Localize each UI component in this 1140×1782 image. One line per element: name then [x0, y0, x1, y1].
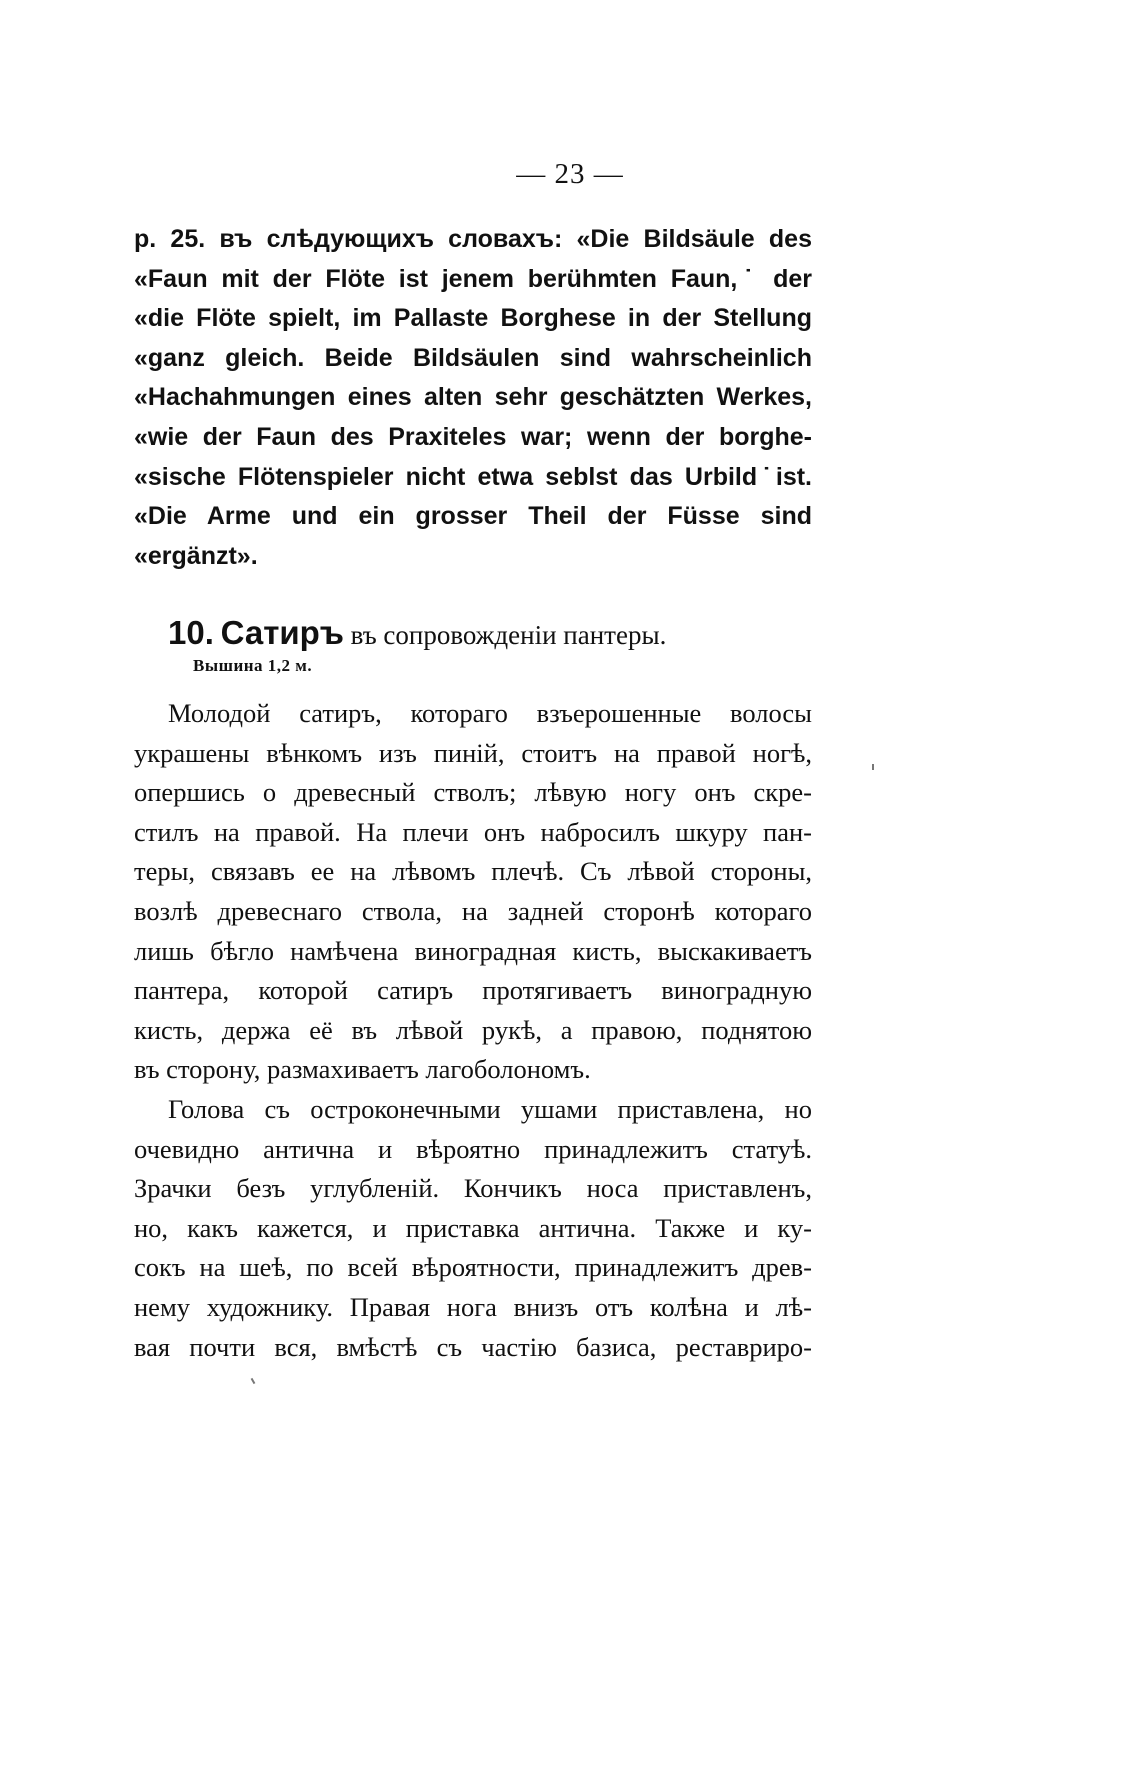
paragraph-2 — [134, 1090, 812, 1367]
page-number: — 23 — — [516, 158, 624, 190]
text-line: въ сторону, размахиваетъ лагоболономъ. — [134, 1054, 591, 1085]
text-line: «sische Flötenspieler nicht etwa seblst das Urbild˙ist. — [134, 462, 812, 491]
text-line: «die Flöte spielt, im Pallaste Borghese in der Stellung — [134, 304, 812, 333]
text-line: «Die Arme und ein grosser Theil der Füsse sind — [134, 502, 812, 531]
paper-speck — [251, 1378, 256, 1384]
text-line: p. 25. въ слѣдующихъ словахъ: «Die Bildsäule des — [134, 225, 812, 253]
text-line: возлѣ древеснаго ствола, на задней сторонѣ котораго — [134, 895, 812, 926]
text-line: «ganz gleich. Beide Bildsäulen sind wahrscheinlich — [134, 343, 812, 372]
text-line: вая почти вся, вмѣстѣ съ частію базиса, реставриро- — [134, 1331, 812, 1362]
text-line: «Faun mit der Flöte ist jenem berühmten Faun,˙ der — [134, 264, 812, 293]
text-line: теры, связавъ ее на лѣвомъ плечѣ. Съ лѣвой стороны, — [134, 856, 812, 887]
text-line: Голова съ остроконечными ушами приставлена, но — [168, 1094, 812, 1124]
text-line: очевидно антична и вѣроятно принадлежитъ статуѣ. — [134, 1133, 812, 1164]
text-line: сокъ на шеѣ, по всей вѣроятности, принадлежитъ древ- — [134, 1252, 812, 1283]
section-number: 10. — [168, 614, 214, 651]
text-line: нему художнику. Правая нога внизъ отъ колѣна и лѣ- — [134, 1291, 812, 1322]
text-line: Молодой сатиръ, котораго взъерошенные волосы — [168, 698, 812, 728]
height-label: Вышина 1,2 м. — [193, 656, 313, 675]
text-line: лишь бѣгло намѣчена виноградная кисть, выскакиваетъ — [134, 935, 812, 966]
section-subtitle: въ сопровожденіи пантеры. — [350, 620, 667, 650]
text-line: Зрачки безъ углубленій. Кончикъ носа приставленъ, — [134, 1173, 812, 1204]
section-title: Сатиръ — [220, 614, 344, 651]
text-line: «ergänzt». — [134, 541, 258, 570]
section-heading — [168, 613, 666, 655]
text-line: но, какъ кажется, и приставка антична. Также и ку- — [134, 1212, 812, 1243]
text-line: украшены вѣнкомъ изъ пиній, стоитъ на правой ногѣ, — [134, 737, 812, 768]
german-quote — [134, 220, 812, 576]
text-line: стилъ на правой. На плечи онъ набросилъ шкуру пан- — [134, 816, 812, 847]
text-line: кисть, держа её въ лѣвой рукѣ, а правою, поднятою — [134, 1014, 812, 1045]
text-line: пантера, которой сатиръ протягиваетъ виноградную — [134, 975, 812, 1006]
text-line: опершись о древесный стволъ; лѣвую ногу онъ скре- — [134, 777, 812, 808]
text-line: «wie der Faun des Praxiteles war; wenn der borghe- — [134, 422, 812, 451]
paper-speck — [872, 764, 874, 770]
paragraph-1 — [134, 694, 812, 1090]
text-line: «Hachahmungen eines alten sehr geschätzten Werkes, — [134, 383, 812, 412]
